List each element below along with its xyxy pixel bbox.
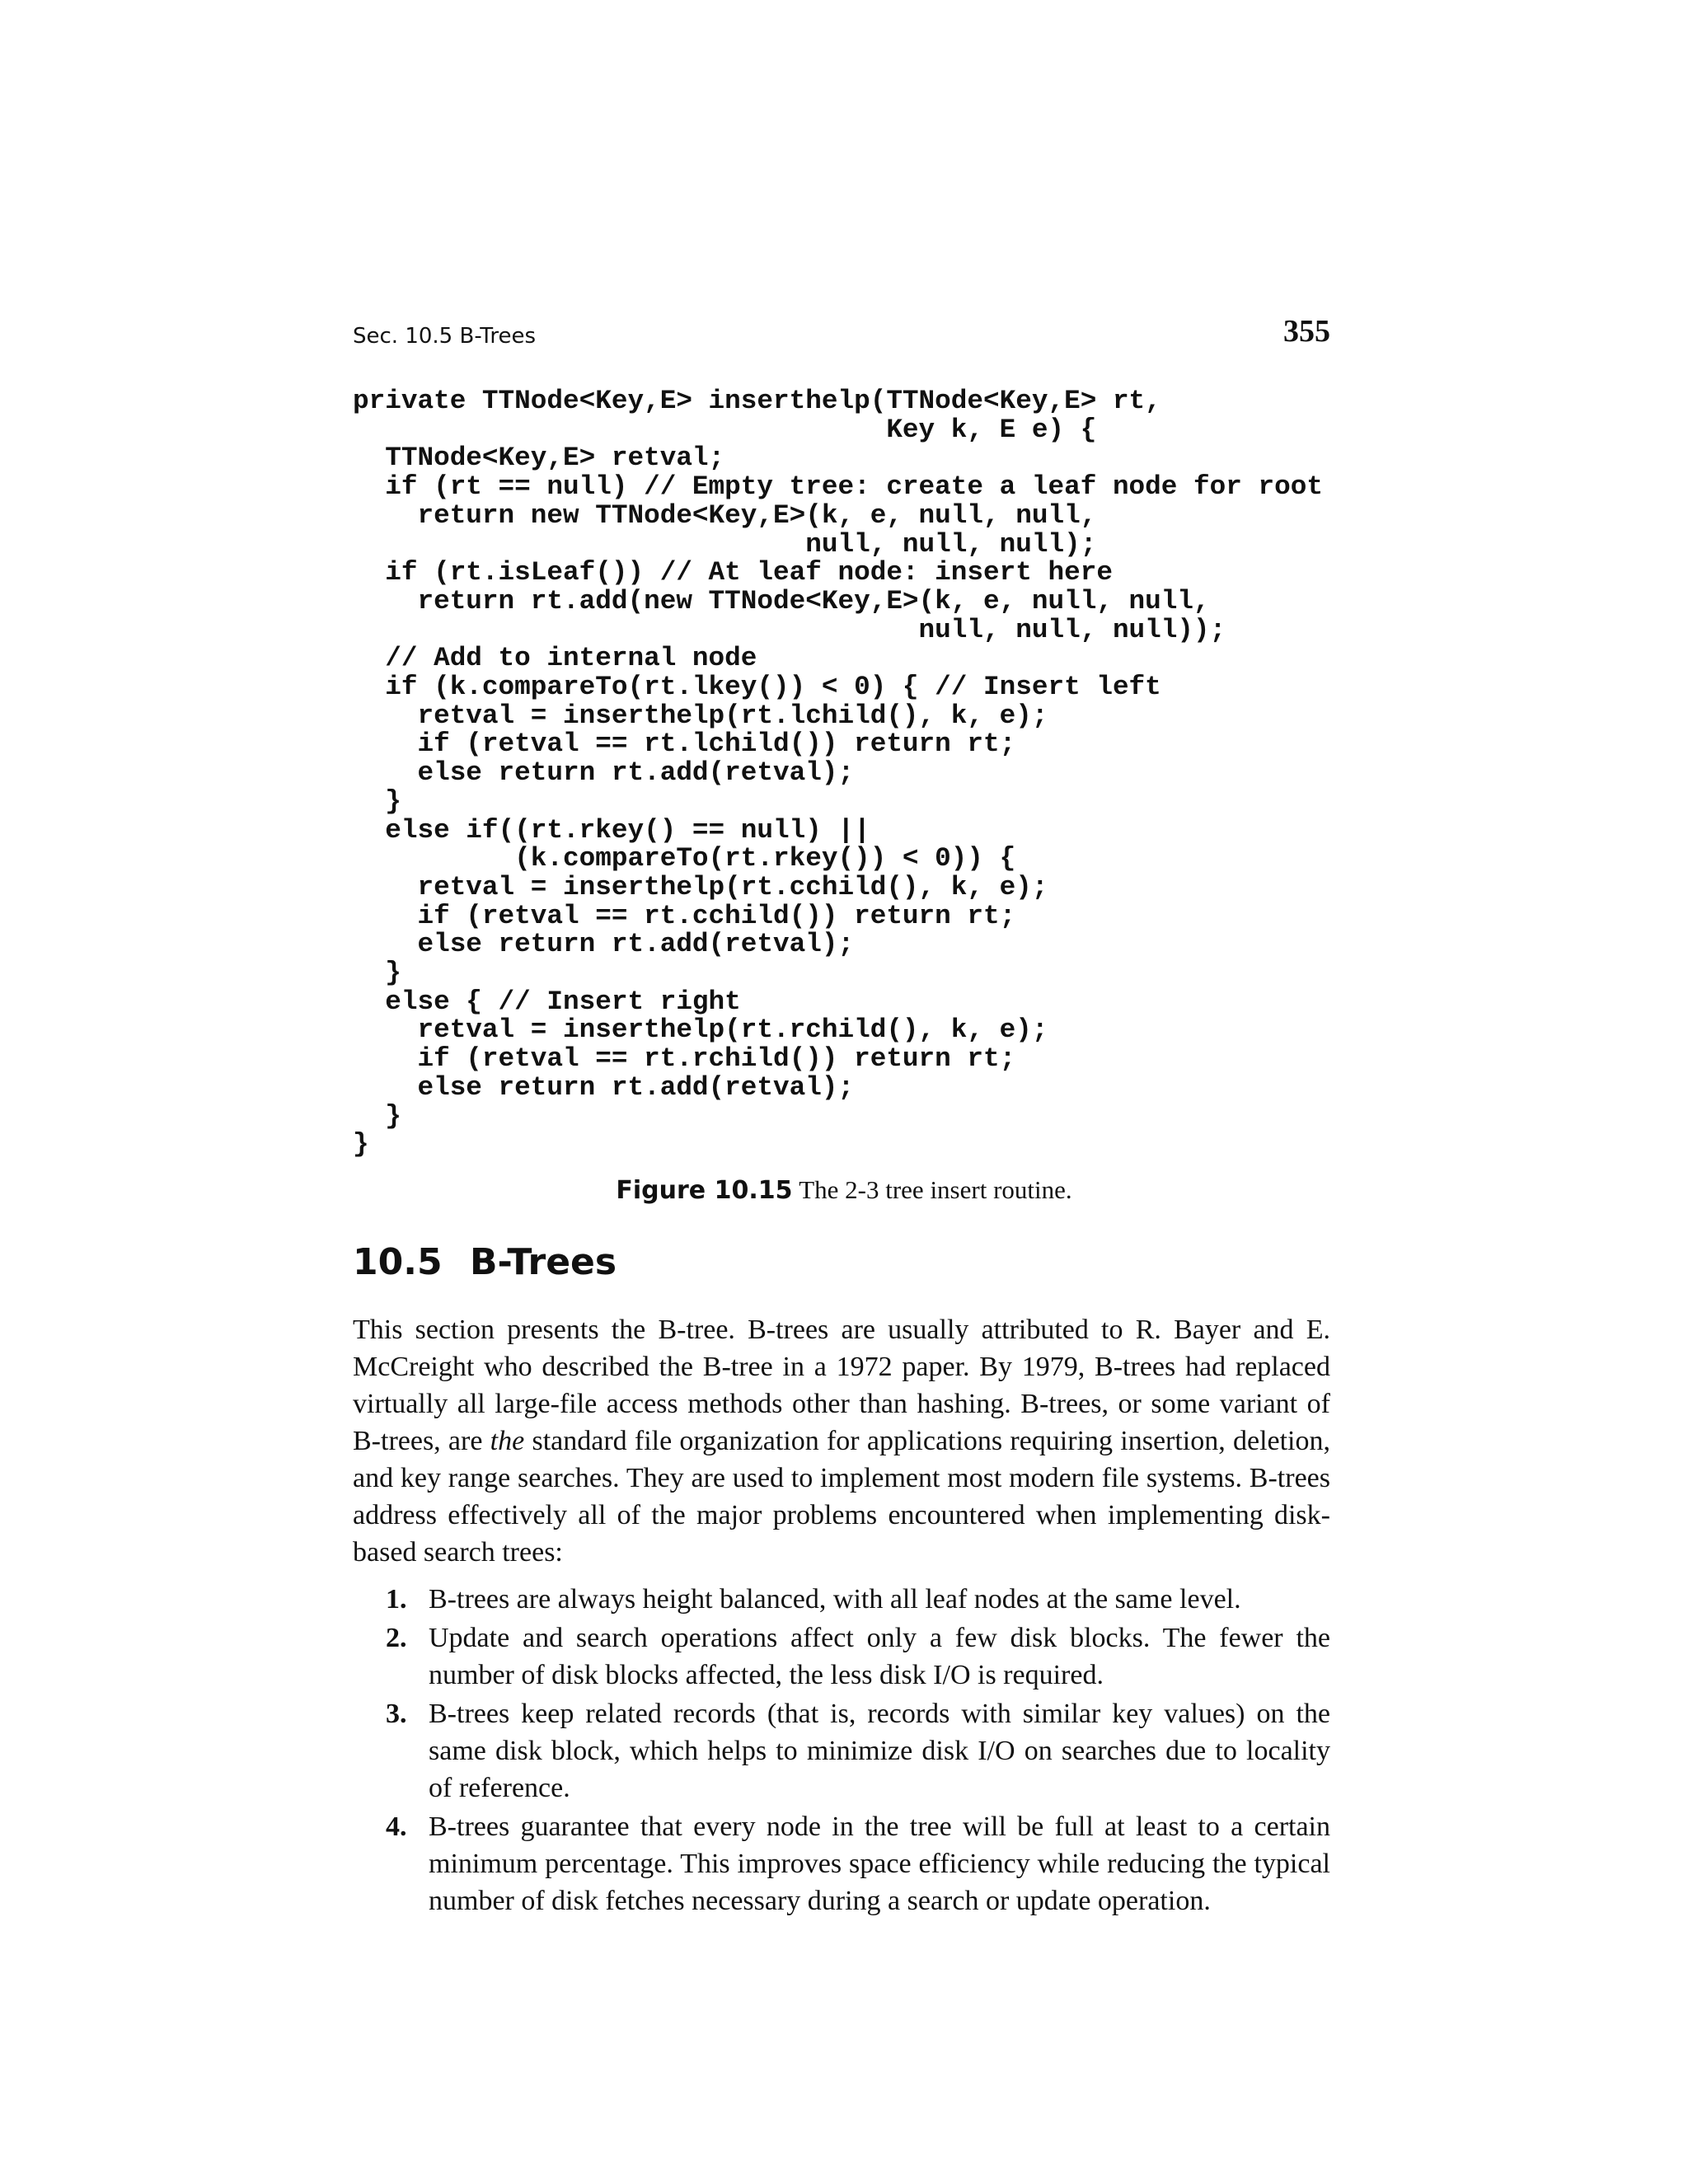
property-list: [353, 1581, 1330, 1921]
list-item-text: B-trees guarantee that every node in the tree will be full at least to a certain minimum percentage. This improves space efficiency while reducing the typical number of disk fetches necessary during a search or update operation.: [429, 1811, 1330, 1916]
list-item-text: Update and search operations affect only a few disk blocks. The fewer the number of disk blocks affected, the less disk I/O is required.: [429, 1623, 1330, 1690]
figure-caption-text: The 2-3 tree insert routine.: [799, 1175, 1072, 1204]
code-line: retval = inserthelp(rt.rchild(), k, e);: [353, 1015, 1048, 1046]
code-line: if (rt == null) // Empty tree: create a leaf node for root: [353, 471, 1323, 503]
list-marker: 4.: [386, 1811, 407, 1842]
list-item: [353, 1808, 1330, 1919]
code-line: null, null, null);: [353, 528, 1097, 560]
list-marker: 3.: [386, 1699, 407, 1729]
list-item-text: B-trees are always height balanced, with all leaf nodes at the same level.: [429, 1584, 1241, 1615]
code-line: if (retval == rt.lchild()) return rt;: [353, 729, 1016, 760]
figure-caption: [0, 1175, 1688, 1205]
code-listing: [353, 387, 1323, 1160]
list-marker: 1.: [386, 1584, 407, 1615]
code-line: else return rt.add(retval);: [353, 929, 855, 960]
code-line: retval = inserthelp(rt.cchild(), k, e);: [353, 871, 1048, 902]
section-heading: [353, 1241, 617, 1283]
figure-label: Figure 10.15: [616, 1176, 793, 1205]
list-item-text: B-trees keep related records (that is, records with similar key values) on the same disk block, which helps to minimize disk I/O on searches due to locality of reference.: [429, 1699, 1330, 1803]
code-line: null, null, null));: [353, 614, 1226, 645]
code-line: else { // Insert right: [353, 986, 741, 1017]
running-header-section: Sec. 10.5 B-Trees: [353, 324, 537, 349]
code-line: TTNode<Key,E> retval;: [353, 443, 725, 474]
code-line: }: [353, 1100, 401, 1132]
list-marker: 2.: [386, 1623, 407, 1653]
code-line: else return rt.add(retval);: [353, 757, 855, 789]
page-number: 355: [1283, 314, 1330, 349]
section-number: 10.5: [353, 1241, 443, 1283]
code-line: }: [353, 958, 401, 989]
code-line: return new TTNode<Key,E>(k, e, null, null,: [353, 499, 1097, 531]
code-line: if (rt.isLeaf()) // At leaf node: insert here: [353, 557, 1113, 588]
intro-paragraph: [353, 1311, 1330, 1571]
intro-text-part2: standard file organization for applications requiring insertion, deletion, and key range searches. They are used to implement most modern file systems. B-trees address effectively all of the major problems encountered when implementing disk-based search trees:: [353, 1426, 1331, 1568]
code-line: else return rt.add(retval);: [353, 1071, 855, 1103]
list-item: [353, 1619, 1330, 1694]
code-line: if (k.compareTo(rt.lkey()) < 0) { // Insert left: [353, 672, 1161, 703]
code-line: else if((rt.rkey() == null) ||: [353, 814, 870, 846]
code-line: Key k, E e) {: [353, 414, 1097, 445]
code-line: retval = inserthelp(rt.lchild(), k, e);: [353, 700, 1048, 731]
list-item: [353, 1581, 1330, 1618]
code-line: (k.compareTo(rt.rkey()) < 0)) {: [353, 843, 1016, 874]
intro-text-part1: This section presents the B-tree. B-trees are usually attributed to R. Bayer and E. McCreight who described the B-tree in a 1972 paper. By 1979, B-trees had replaced virtually all large-file access methods other than hashing. B-trees, or some variant of B-trees, are: [353, 1315, 1330, 1456]
section-title: B-Trees: [470, 1241, 617, 1283]
code-line: // Add to internal node: [353, 643, 757, 674]
intro-emphasis: the: [490, 1426, 525, 1456]
code-line: if (retval == rt.rchild()) return rt;: [353, 1043, 1016, 1075]
code-line: }: [353, 785, 401, 817]
code-line: private TTNode<Key,E> inserthelp(TTNode<Key,E> rt,: [353, 386, 1161, 416]
list-item: [353, 1695, 1330, 1807]
code-line: return rt.add(new TTNode<Key,E>(k, e, null, null,: [353, 585, 1210, 616]
code-line: }: [353, 1129, 369, 1160]
code-line: if (retval == rt.cchild()) return rt;: [353, 900, 1016, 931]
